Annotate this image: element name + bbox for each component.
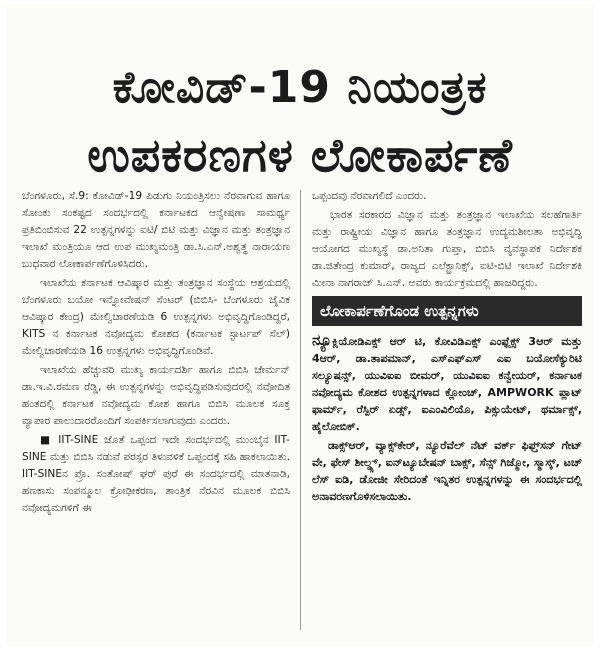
paragraph-officials: ಇಲಾಖೆಯ ಹೆಚ್ಚುವರಿ ಮುಖ್ಯ ಕಾರ್ಯದರ್ಶಿ ಹಾಗೂ ಬಿಬಿಸಿ ಚೇರ್ಮನ್ ಡಾ.ಇ.ವಿ.ರಮಣ ರೆಡ್ಡಿ, ಈ ಉತ್ಪನ್ನಗಳನ್ನು ಅಭಿವೃದ್ಧಿಪಡಿಸುವುದರಲ್ಲಿ ನವೋದಿತ ಹಂತದಲ್ಲಿ ಕರ್ನಾಟಕ ನವೋದ್ಯಮ ಕೋಶ ಹಾಗೂ ಬಿಬಿಸಿ ಮೂಲಕ ಸೂಕ್ತ ವ್ಯಾಪಾರ ಪಾಲುದಾರರೊಂದಿಗೆ ಸಂಪರ್ಕಿಸಲಾಗುವುದು ಎಂದರು.	[22, 364, 290, 427]
paragraph-intro: ಬೆಂಗಳೂರು, ಸೆ.9: ಕೋವಿಡ್-19 ಪಿಡುಗು ನಿಯಂತ್ರಿಸಲು ನೆರವಾಗುವ ಹಾಗೂ ಸೋಂಕು ಸಂಕಷ್ಟದ ಸಂದರ್ಭದಲ್ಲಿ ಕರ್ನಾಟಕದ ಆನ್ವೇಷಣಾ ಸಾಮರ್ಥ್ಯ ಪ್ರತಿಬಿಂಬಿಸುವ 22 ಉತ್ಪನ್ನಗಳನ್ನು ಐಟಿ/ ಬಿಟಿ ಮತ್ತು ವಿಜ್ಞಾನ ಮತ್ತು ತಂತ್ರಜ್ಞಾನ ಇಲಾಖೆ ಮಂತ್ರಿಯೂ ಆದ ಉಪ ಮುಖ್ಯಮಂತ್ರಿ ಡಾ.ಸಿ.ಎನ್.ಅಶ್ವತ್ಥ ನಾರಾಯಣ ಬುಧವಾರ ಲೋಕಾರ್ಪಣೆಗೊಳಿಸಿದರು.	[22, 190, 290, 270]
products-list	[312, 332, 582, 505]
paragraph-attendees: ಭಾರತ ಸರಕಾರದ ವಿಜ್ಞಾನ ಮತ್ತು ತಂತ್ರಜ್ಞಾನ ಇಲಾಖೆಯ ಸಲಹೆಗಾರ್ತಿ ಮತ್ತು ರಾಷ್ಟ್ರೀಯ ವಿಜ್ಞಾನ ಹಾಗೂ ತಂತ್ರಜ್ಞಾನ ಉದ್ಯಮಶೀಲತಾ ಅಭಿವೃದ್ಧಿ ಆಯೋಗದ ಮುಖ್ಯಸ್ಥೆ ಡಾ.ಅನಿತಾ ಗುಪ್ತಾ, ಬಿಬಿಸಿ ವ್ಯವಸ್ಥಾಪಕ ನಿರ್ದೇಶಕ ಡಾ.ಜಿತೇಂದ್ರ ಕುಮಾರ್, ರಾಜ್ಯದ ಎಲೆಕ್ಟ್ರಾನಿಕ್ಸ್, ಐಟಿ-ಬಿಟಿ ಇಲಾಖೆ ನಿರ್ದೇಶಕಿ ಮೀನಾ ನಾಗರಾಜ್ ಸಿ.ಎನ್. ಅವರು ಕಾರ್ಯಕ್ರಮದಲ್ಲಿ ಹಾಜರಿದ್ದರು.	[312, 209, 582, 289]
right-column	[312, 188, 582, 507]
left-column	[22, 188, 290, 519]
headline-line-2: ಉಪಕರಣಗಳ ಲೋಕಾರ್ಪಣೆ	[87, 128, 513, 182]
column-divider	[300, 190, 301, 630]
headline-line-1: ಕೋವಿಡ್-19 ನಿಯಂತ್ರಕ	[112, 62, 488, 113]
paragraph-institutions: ಇಲಾಖೆಯ ಕರ್ನಾಟಕ ಆವಿಷ್ಕಾರ ಮತ್ತು ತಂತ್ರಜ್ಞಾನ ಸಂಸ್ಥೆಯ ಆಶ್ರಯದಲ್ಲಿ ಬೆಂಗಳೂರು ಬಯೋ ಇನ್ನೋವೇಷನ್ ಸೆಂಟರ್ (ಬಿಬಿಸಿ- ಬೆಂಗಳೂರು ಜೈವಿಕ ಆವಿಷ್ಕಾರ ಕೇಂದ್ರ) ಮೇಲ್ವಿಚಾರಣೆಯಡಿ 6 ಉತ್ಪನ್ನಗಳು ಅಭಿವೃದ್ಧಿಗೊಂಡಿದ್ದರೆ, KITS ನ ಕರ್ನಾಟಕ ನವೋದ್ಯಮ ಕೋಶದ (ಕರ್ನಾಟಕ ಸ್ಟಾರ್ಟಪ್ ಸೆಲ್) ಮೇಲ್ವಿಚಾರಣೆಯಡಿ 16 ಉತ್ಪನ್ನಗಳು ಅಭಿವೃದ್ಧಿಗೊಂಡಿವೆ.	[22, 277, 290, 357]
subheading-box: ಲೋಕಾರ್ಪಣೆಗೊಂಡ ಉತ್ಪನ್ನಗಳು	[312, 296, 582, 326]
products-paragraph-2: ಡಾಕ್ಸ್‌ಆರ್, ವ್ಯಾಕ್ಸ್‌ಕೇರ್, ನ್ಯೂರೆವೆಲ್ ನೆಟ್ ವರ್ಕ್ ಫಿಫ್ತ್‌ಸನ್ ಗೇಟ್ ವೇ, ಫೇಸ್ ಶೀಲ್ಡ್ಸ್, ಐನ್‌ಟ್ಯೂಬೇಷನ್ ಬಾಕ್ಸ್, ಸೆನ್ಸ್ ಗಿಜ್ಮೋ, ಸ್ಮಾಸ್ಕ್, ಟಚ್ ಲೆಸ್ ಐಡಿ, ಡೋಜೀ ಸೇರಿದಂತೆ ಇನ್ನಿತರ ಉತ್ಪನ್ನಗಳನ್ನು ಈ ಸಂದರ್ಭದಲ್ಲಿ ಅನಾವರಣಗೊಳಿಸಲಾಯಿತು.	[312, 439, 582, 503]
paragraph-continued: ಒಪ್ಪಂದವು ನೆರವಾಗಲಿದೆ ಎಂದರು.	[312, 190, 427, 202]
dropcap-word: ನ್ಯೂ	[312, 331, 332, 349]
products-text-1: ಕ್ಲಿಯೋಡಿಎಕ್ಸ್ ಆರ್ ಟಿ, ಕೋವಿಡಿಎಕ್ಸ್ ಎಂಫ್ಲೆಕ್ಸ್ 3ಆರ್ ಮತ್ತು 4ಆರ್, ಡಾ.ತಾಪಮಾನ್, ಎಸ್ಎಫ್ಎಸ್ ಎಐ ಬಯೋಸೆಕ್ಯುರಿಟಿ ಸಲ್ಯೂಷನ್ಸ್, ಯುವಿಐಐ ಬೀಮರ್, ಯುವಿಐಐ ಕನ್ವೇಯರ್, ಕರ್ನಾಟಕ ನವೋದ್ಯಮ ಕೋಶದ ಉತ್ಪನ್ನಗಳಾದ ಕ್ಲೋಂಚ್, AMPWORK ಪ್ಲಾಟ್ ಫಾರ್ಮ್, ರೆಸ್ಪಿರ್ ಏಡ್ಸ್, ಐಎಂವಿಲಿಯೊ, ಪಿಕ್ಸುಯೇಟ್, ಥರ್ಮಾಕ್ಸ್, ಹೈಲೋಬಿಕ್.	[312, 335, 582, 433]
paragraph-iit-sine: ■ IIT-SINE ಜೊತೆ ಒಪ್ಪಂದ ಇದೇ ಸಂದರ್ಭದಲ್ಲಿ ಮುಂಬೈನ IIT-SINE ಮತ್ತು ಬಿಬಿಸಿ ನಡುವೆ ಪರಸ್ಪರ ತಿಳುವಳಿಕೆ ಒಪ್ಪಂದಕ್ಕೆ ಸಹಿ ಹಾಕಲಾಯಿತು. IIT-SINEನ ಪ್ರೊ. ಸಂತೋಷ್ ಘರ್ ಪುರೆ ಈ ಸಂದರ್ಭದಲ್ಲಿ ಮಾತನಾಡಿ, ಹಣಕಾಸು ಸಂಪನ್ಮೂಲ ಕ್ರೋಢೀಕರಣ, ತಾಂತ್ರಿಕ ನೆರವಿನ ಮೂಲಕ ಬಿಬಿಸಿ ನವೋದ್ಯಮಗಳಿಗೆ ಈ	[22, 434, 290, 514]
products-paragraph-1	[312, 332, 582, 435]
